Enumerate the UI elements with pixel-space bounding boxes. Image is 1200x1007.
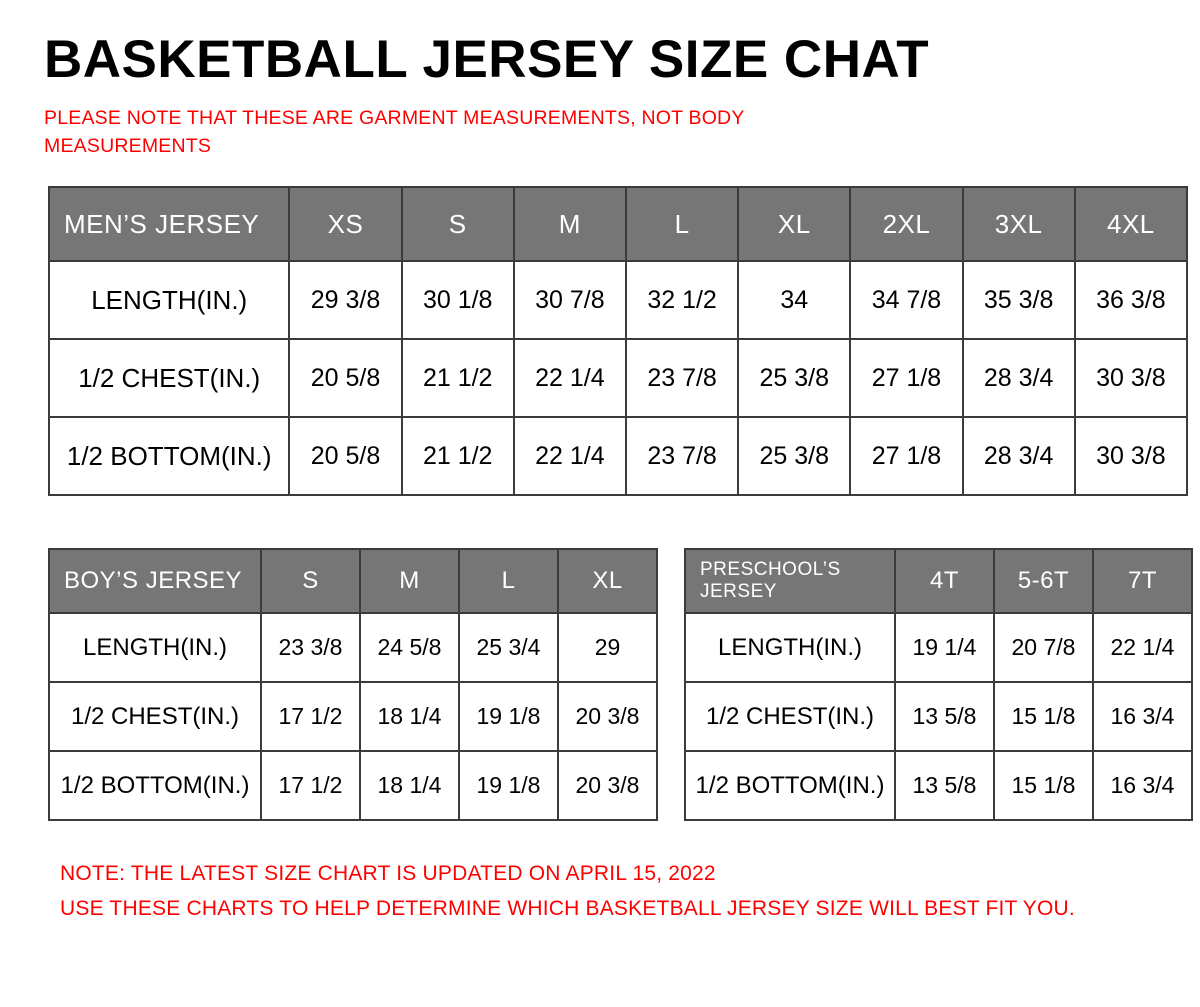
cell: 19 1/4 xyxy=(895,613,994,682)
garment-measurement-note: PLEASE NOTE THAT THESE ARE GARMENT MEASUREMENTS, NOT BODY MEASUREMENTS xyxy=(44,106,745,157)
preschool-size-4t: 4T xyxy=(895,549,994,613)
footer-note-line-2: USE THESE CHARTS TO HELP DETERMINE WHICH BASKETBALL JERSEY SIZE WILL BEST FIT YOU. xyxy=(60,896,1075,920)
cell: 13 5/8 xyxy=(895,682,994,751)
cell: 20 3/8 xyxy=(558,751,657,820)
page-title: BASKETBALL JERSEY SIZE CHAT xyxy=(44,30,930,89)
mens-size-s: S xyxy=(402,187,514,261)
cell: 23 7/8 xyxy=(626,339,738,417)
cell: 34 7/8 xyxy=(850,261,962,339)
cell: 22 1/4 xyxy=(514,417,626,495)
cell: 21 1/2 xyxy=(402,417,514,495)
preschool-table-title-cell: PRESCHOOL’S JERSEY xyxy=(685,549,895,613)
cell: 17 1/2 xyxy=(261,751,360,820)
lower-tables-row xyxy=(48,548,1176,821)
table-row xyxy=(49,613,657,682)
cell: 30 1/8 xyxy=(402,261,514,339)
table-header-row xyxy=(49,549,657,613)
cell: 18 1/4 xyxy=(360,682,459,751)
cell: 23 3/8 xyxy=(261,613,360,682)
cell: 30 3/8 xyxy=(1075,417,1187,495)
row-label-half-bottom: 1/2 BOTTOM(IN.) xyxy=(685,751,895,820)
mens-size-xs: XS xyxy=(289,187,401,261)
table-row xyxy=(49,751,657,820)
cell: 36 3/8 xyxy=(1075,261,1187,339)
cell: 29 3/8 xyxy=(289,261,401,339)
cell: 35 3/8 xyxy=(963,261,1075,339)
preschool-size-7t: 7T xyxy=(1093,549,1192,613)
boys-jersey-size-table xyxy=(48,548,658,821)
row-label-half-chest: 1/2 CHEST(IN.) xyxy=(49,339,289,417)
cell: 28 3/4 xyxy=(963,339,1075,417)
preschool-jersey-size-table xyxy=(684,548,1193,821)
row-label-length: LENGTH(IN.) xyxy=(49,261,289,339)
cell: 17 1/2 xyxy=(261,682,360,751)
cell: 22 1/4 xyxy=(1093,613,1192,682)
row-label-half-bottom: 1/2 BOTTOM(IN.) xyxy=(49,751,261,820)
preschool-size-5-6t: 5-6T xyxy=(994,549,1093,613)
table-header-row xyxy=(49,187,1187,261)
cell: 19 1/8 xyxy=(459,751,558,820)
mens-size-3xl: 3XL xyxy=(963,187,1075,261)
cell: 15 1/8 xyxy=(994,751,1093,820)
cell: 25 3/4 xyxy=(459,613,558,682)
cell: 15 1/8 xyxy=(994,682,1093,751)
cell: 19 1/8 xyxy=(459,682,558,751)
cell: 29 xyxy=(558,613,657,682)
table-row xyxy=(49,339,1187,417)
cell: 30 7/8 xyxy=(514,261,626,339)
cell: 32 1/2 xyxy=(626,261,738,339)
cell: 27 1/8 xyxy=(850,417,962,495)
boys-size-s: S xyxy=(261,549,360,613)
cell: 30 3/8 xyxy=(1075,339,1187,417)
mens-jersey-size-table xyxy=(48,186,1188,496)
mens-size-4xl: 4XL xyxy=(1075,187,1187,261)
mens-size-xl: XL xyxy=(738,187,850,261)
cell: 20 7/8 xyxy=(994,613,1093,682)
cell: 23 7/8 xyxy=(626,417,738,495)
table-row xyxy=(685,751,1192,820)
mens-size-l: L xyxy=(626,187,738,261)
row-label-half-bottom: 1/2 BOTTOM(IN.) xyxy=(49,417,289,495)
boys-table-title-cell: BOY’S JERSEY xyxy=(49,549,261,613)
cell: 24 5/8 xyxy=(360,613,459,682)
cell: 22 1/4 xyxy=(514,339,626,417)
table-row xyxy=(49,682,657,751)
table-header-row xyxy=(685,549,1192,613)
cell: 25 3/8 xyxy=(738,339,850,417)
cell: 25 3/8 xyxy=(738,417,850,495)
row-label-half-chest: 1/2 CHEST(IN.) xyxy=(685,682,895,751)
cell: 16 3/4 xyxy=(1093,682,1192,751)
table-row xyxy=(49,261,1187,339)
cell: 18 1/4 xyxy=(360,751,459,820)
footer-notes xyxy=(60,857,1176,926)
boys-size-xl: XL xyxy=(558,549,657,613)
cell: 34 xyxy=(738,261,850,339)
mens-table-title-cell: MEN’S JERSEY xyxy=(49,187,289,261)
cell: 28 3/4 xyxy=(963,417,1075,495)
boys-size-l: L xyxy=(459,549,558,613)
cell: 20 5/8 xyxy=(289,339,401,417)
table-row xyxy=(49,417,1187,495)
cell: 20 3/8 xyxy=(558,682,657,751)
row-label-length: LENGTH(IN.) xyxy=(49,613,261,682)
mens-size-m: M xyxy=(514,187,626,261)
cell: 27 1/8 xyxy=(850,339,962,417)
cell: 13 5/8 xyxy=(895,751,994,820)
cell: 16 3/4 xyxy=(1093,751,1192,820)
table-row xyxy=(685,613,1192,682)
cell: 21 1/2 xyxy=(402,339,514,417)
row-label-length: LENGTH(IN.) xyxy=(685,613,895,682)
mens-size-2xl: 2XL xyxy=(850,187,962,261)
boys-size-m: M xyxy=(360,549,459,613)
row-label-half-chest: 1/2 CHEST(IN.) xyxy=(49,682,261,751)
footer-note-line-1: NOTE: THE LATEST SIZE CHART IS UPDATED ON APRIL 15, 2022 xyxy=(60,862,716,886)
table-row xyxy=(685,682,1192,751)
cell: 20 5/8 xyxy=(289,417,401,495)
